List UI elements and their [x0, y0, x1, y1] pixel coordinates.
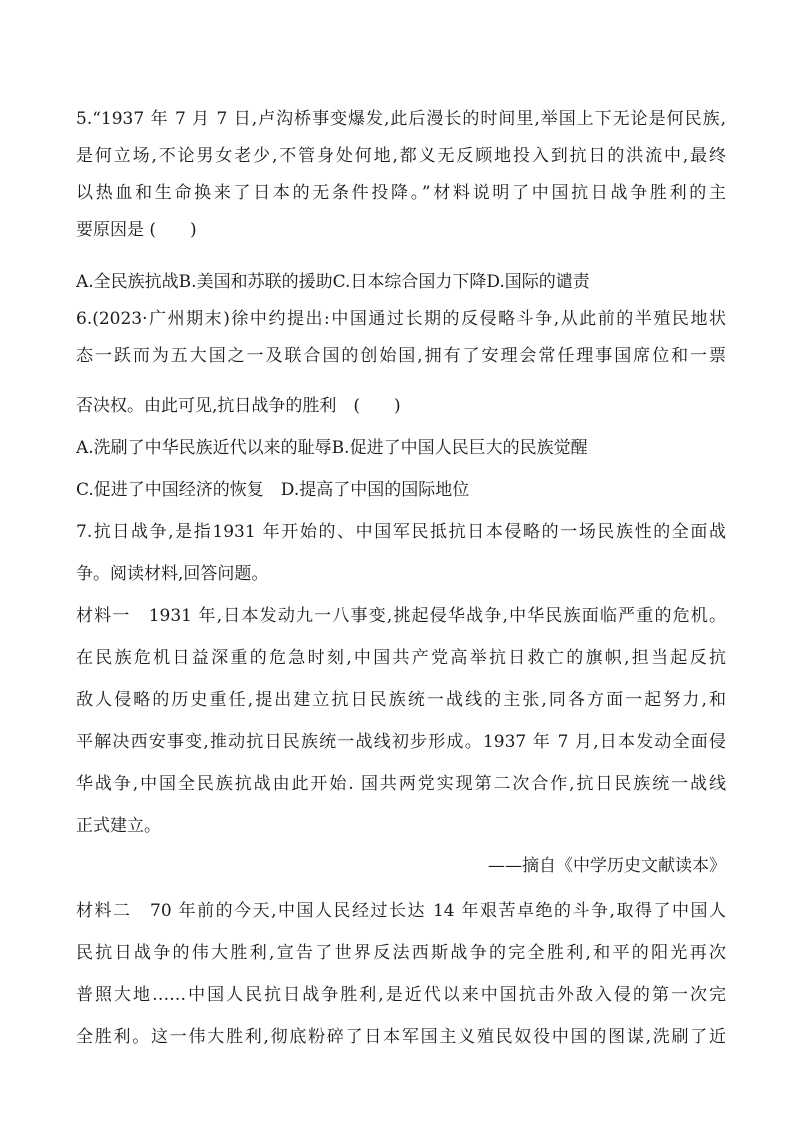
q7-material1-line-1: 材料一 1931 年,日本发动九一八事变,挑起侵华战争,中华民族面临严重的危机。: [76, 606, 726, 626]
q7-material2-line-4: 全胜利。这一伟大胜利,彻底粉碎了日本军国主义殖民奴役中国的图谋,洗刷了近: [76, 1027, 726, 1047]
q5-stem-line-4: 要原因是 ( ): [76, 220, 197, 240]
q7-material2-line-3: 普照大地……中国人民抗日战争胜利,是近代以来中国抗击外敌入侵的第一次完: [76, 985, 726, 1005]
q6-stem-line-2: 态一跃而为五大国之一及联合国的创始国,拥有了安理会常任理事国席位和一票: [76, 346, 726, 366]
q7-material1-line-5: 华战争,中国全民族抗战由此开始. 国共两党实现第二次合作,抗日民族统一战线: [76, 774, 726, 794]
q7-material1-line-2: 在民族危机日益深重的危急时刻,中国共产党高举抗日救亡的旗帜,担当起反抗: [76, 648, 726, 668]
q7-material1-source: ——摘自《中学历史文献读本》: [488, 856, 726, 876]
q6-options-line-2: C.促进了中国经济的恢复 D.提高了中国的国际地位: [76, 480, 470, 500]
q7-material1-line-3: 敌人侵略的历史重任,提出建立抗日民族统一战线的主张,同各方面一起努力,和: [76, 690, 726, 710]
q6-stem-line-3: 否决权。由此可见,抗日战争的胜利 ( ): [76, 396, 401, 416]
q5-options: A.全民族抗战B.美国和苏联的援助C.日本综合国力下降D.国际的谴责: [76, 272, 590, 292]
q7-material2-line-2: 民抗日战争的伟大胜利,宣告了世界反法西斯战争的完全胜利,和平的阳光再次: [76, 943, 726, 963]
q7-material1-line-4: 平解决西安事变,推动抗日民族统一战线初步形成。1937 年 7 月,日本发动全面侵: [76, 732, 726, 752]
q5-stem-line-3: 以热血和生命换来了日本的无条件投降。”材料说明了中国抗日战争胜利的主: [76, 183, 726, 203]
q5-stem-line-1: 5.“1937 年 7 月 7 日,卢沟桥事变爆发,此后漫长的时间里,举国上下无论是何民族,: [76, 109, 726, 129]
q6-options-line-1: A.洗刷了中华民族近代以来的耻辱B.促进了中国人民巨大的民族觉醒: [76, 438, 588, 458]
q7-stem-line-2: 争。阅读材料,回答问题。: [76, 564, 269, 584]
q5-stem-line-2: 是何立场,不论男女老少,不管身处何地,都义无反顾地投入到抗日的洪流中,最终: [76, 146, 726, 166]
q7-stem-line-1: 7.抗日战争,是指1931 年开始的、中国军民抵抗日本侵略的一场民族性的全面战: [76, 522, 726, 542]
q6-stem-line-1: 6.(2023·广州期末)徐中约提出:中国通过长期的反侵略斗争,从此前的半殖民地状: [76, 309, 726, 329]
q7-material1-line-6: 正式建立。: [76, 816, 161, 836]
q7-material2-line-1: 材料二 70 年前的今天,中国人民经过长达 14 年艰苦卓绝的斗争,取得了中国人: [76, 901, 726, 921]
